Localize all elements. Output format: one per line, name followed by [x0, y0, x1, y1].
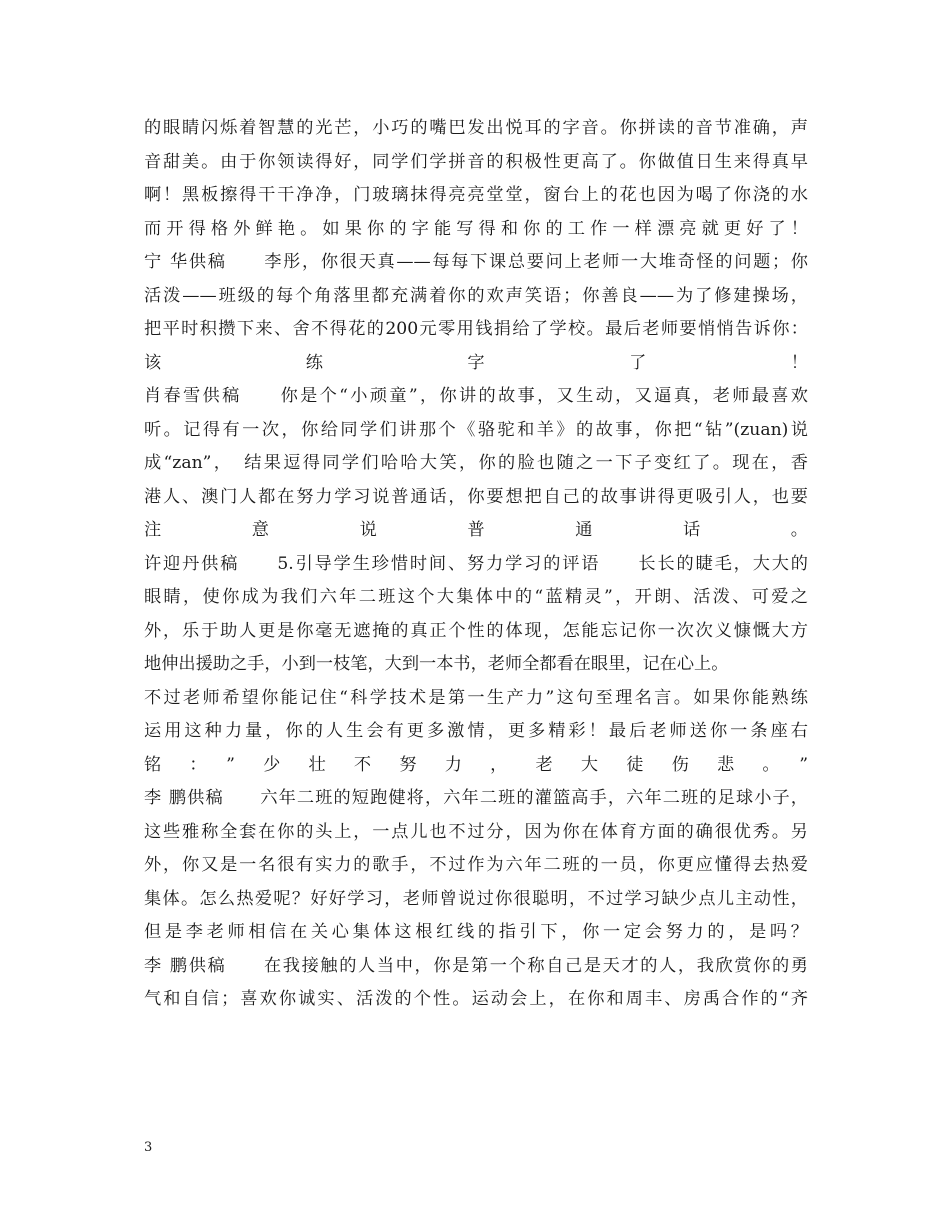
- text-line: 眼睛，使你成为我们六年二班这个大集体中的“蓝精灵”，开朗、活泼、可爱之: [144, 587, 808, 607]
- text-line: 肖春雪供稿 你是个“小顽童”，你讲的故事，又生动，又逼真，老师最喜欢: [144, 386, 808, 406]
- text-line: 集体。怎么热爱呢？好好学习，老师曾说过你很聪明，不过学习缺少点儿主动性，: [144, 888, 808, 909]
- text-line: 铭：”少壮不努力，老大徒伤悲。”: [144, 754, 808, 775]
- text-line: 的眼睛闪烁着智慧的光芒，小巧的嘴巴发出悦耳的字音。你拼读的音节准确，声: [144, 118, 808, 138]
- text-line: 听。记得有一次，你给同学们讲那个《骆驼和羊》的故事，你把“钻”(zuan)说: [144, 419, 808, 440]
- text-line: 活泼——班级的每个角落里都充满着你的欢声笑语；你善良——为了修建操场，: [144, 285, 808, 306]
- text-line: 注意说普通话。: [144, 520, 808, 540]
- text-line: 气和自信；喜欢你诚实、活泼的个性。运动会上，在你和周丰、房禹合作的“齐: [144, 989, 808, 1009]
- text-line: 该练字了！: [144, 352, 808, 373]
- text-line: 许迎丹供稿 5.引导学生珍惜时间、努力学习的评语 长长的睫毛，大大的: [144, 553, 808, 574]
- text-line: 啊！黑板擦得干干净净，门玻璃抹得亮亮堂堂，窗台上的花也因为喝了你浇的水: [144, 185, 808, 205]
- text-line: 外，乐于助人更是你毫无遮掩的真正个性的体现，怎能忘记你一次次义慷慨大方: [144, 620, 808, 641]
- text-line: 这些雅称全套在你的头上，一点儿也不过分，因为你在体育方面的确很优秀。另: [144, 821, 808, 842]
- text-line: 运用这种力量，你的人生会有更多激情，更多精彩！最后老师送你一条座右: [144, 721, 808, 741]
- text-line: 成“zan”， 结果逗得同学们哈哈大笑，你的脸也随之一下子变红了。现在，香: [144, 453, 808, 473]
- text-line: 而开得格外鲜艳。如果你的字能写得和你的工作一样漂亮就更好了！: [144, 218, 808, 239]
- text-line: 宁 华供稿 李彤，你很天真——每每下课总要问上老师一大堆奇怪的问题；你: [144, 252, 808, 272]
- page-number: 3: [144, 1140, 153, 1155]
- text-line: 李 鹏供稿 六年二班的短跑健将，六年二班的灌篮高手，六年二班的足球小子，: [144, 788, 808, 808]
- text-line: 但是李老师相信在关心集体这根红线的指引下，你一定会努力的，是吗？: [144, 922, 808, 942]
- body-text: [144, 112, 808, 1017]
- text-line: 音甜美。由于你领读得好，同学们学拼音的积极性更高了。你做值日生来得真早: [144, 151, 808, 172]
- text-line: 地伸出援助之手，小到一枝笔，大到一本书，老师全都看在眼里，记在心上。: [144, 654, 729, 674]
- text-line: 港人、澳门人都在努力学习说普通话，你要想把自己的故事讲得更吸引人，也要: [144, 486, 808, 507]
- text-line: 李 鹏供稿 在我接触的人当中，你是第一个称自己是天才的人，我欣赏你的勇: [144, 955, 808, 976]
- text-line: 把平时积攒下来、舍不得花的200元零用钱捐给了学校。最后老师要悄悄告诉你：: [144, 319, 808, 339]
- text-line: 外，你又是一名很有实力的歌手，不过作为六年二班的一员，你更应懂得去热爱: [144, 855, 808, 875]
- text-line: 不过老师希望你能记住“科学技术是第一生产力”这句至理名言。如果你能熟练: [144, 687, 808, 708]
